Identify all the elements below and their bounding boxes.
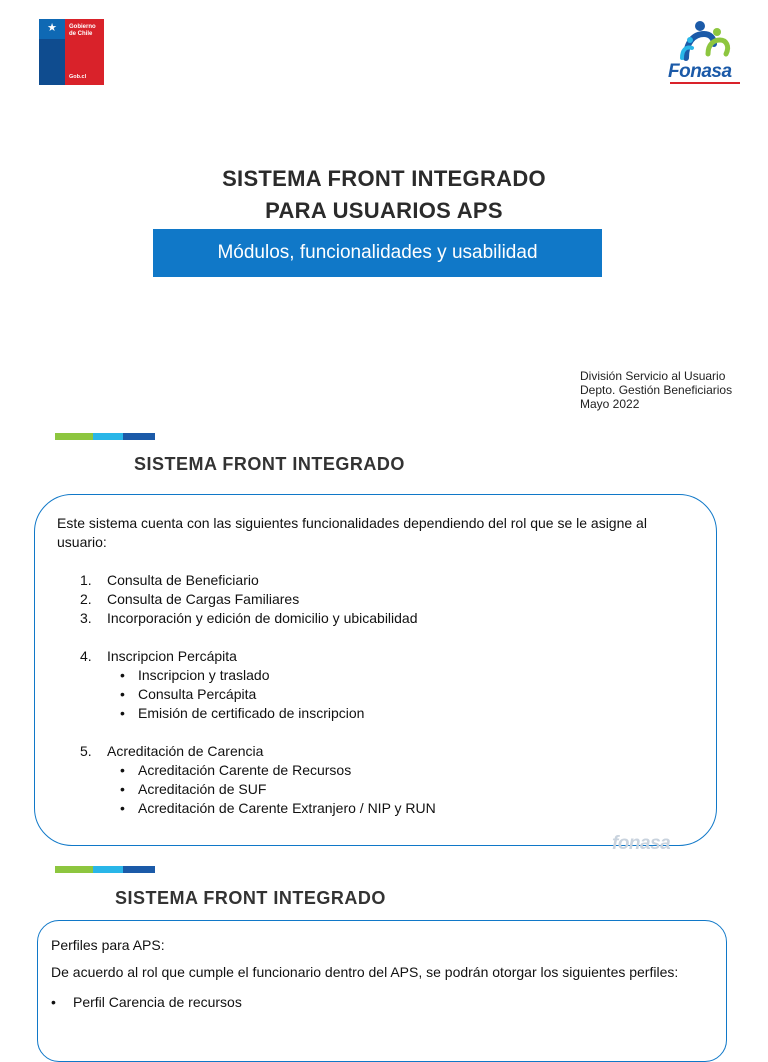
item-label: Acreditación de Carencia (107, 743, 264, 759)
list-item: 1. Consulta de Beneficiario (80, 572, 259, 588)
sub-list-item: • Acreditación Carente de Recursos (120, 762, 352, 778)
gob-logo-line2: de Chile (69, 30, 93, 37)
profile-item: • Perfil Carencia de recursos (51, 994, 242, 1010)
section1-title: SISTEMA FRONT INTEGRADO (134, 454, 405, 474)
dept-line1: División Servicio al Usuario (580, 369, 726, 383)
functionality-list (57, 571, 697, 818)
sub-list-item: • Consulta Percápita (120, 686, 257, 702)
star-icon: ★ (47, 22, 57, 34)
item-label: Inscripcion Percápita (107, 648, 237, 664)
gobierno-de-chile-logo (39, 19, 104, 85)
fonasa-wordmark: Fonasa (668, 61, 732, 82)
subtitle-banner: Módulos, funcionalidades y usabilidad (153, 229, 602, 277)
sub-list-item: • Acreditación de SUF (120, 781, 267, 797)
list-item: 4. Inscripcion Percápita (80, 648, 237, 664)
gob-logo-site: Gob.cl (69, 74, 87, 80)
sub-list-item: • Emisión de certificado de inscripcion (120, 705, 365, 721)
section1-content (57, 514, 697, 818)
item-label: Consulta de Beneficiario (107, 572, 259, 588)
dept-line2: Depto. Gestión Beneficiarios (580, 383, 733, 397)
profiles-description: De acuerdo al rol que cumple el funcionario dentro del APS, se podrán otorgar los siguientes perfiles: (51, 964, 679, 980)
cover-title-line2: PARA USUARIOS APS (265, 198, 503, 223)
section1-intro: Este sistema cuenta con las siguientes funcionalidades dependiendo del rol que se le asigne al usuario: (57, 515, 647, 550)
section1-stripe (55, 433, 155, 440)
section2-title: SISTEMA FRONT INTEGRADO (115, 888, 386, 908)
fonasa-watermark: fonasa (612, 833, 671, 854)
list-item: 2. Consulta de Cargas Familiares (80, 591, 300, 607)
fonasa-figures-icon (664, 18, 742, 64)
list-item: 3. Incorporación y edición de domicilio y ubicabilidad (80, 610, 418, 626)
list-item: 5. Acreditación de Carencia (80, 743, 264, 759)
sub-list-item: • Inscripcion y traslado (120, 667, 270, 683)
sub-list-item: • Acreditación de Carente Extranjero / NIP y RUN (120, 800, 436, 816)
fonasa-logo (664, 18, 742, 86)
section2-content (51, 936, 721, 1012)
cover-title-line1: SISTEMA FRONT INTEGRADO (222, 166, 546, 191)
profiles-heading: Perfiles para APS: (51, 937, 165, 953)
item-label: Incorporación y edición de domicilio y ubicabilidad (107, 610, 418, 626)
gob-logo-line1: Gobierno (69, 24, 96, 30)
department-info (580, 369, 732, 411)
section2-stripe (55, 866, 155, 873)
dept-date: Mayo 2022 (580, 397, 640, 411)
item-label: Consulta de Cargas Familiares (107, 591, 300, 607)
